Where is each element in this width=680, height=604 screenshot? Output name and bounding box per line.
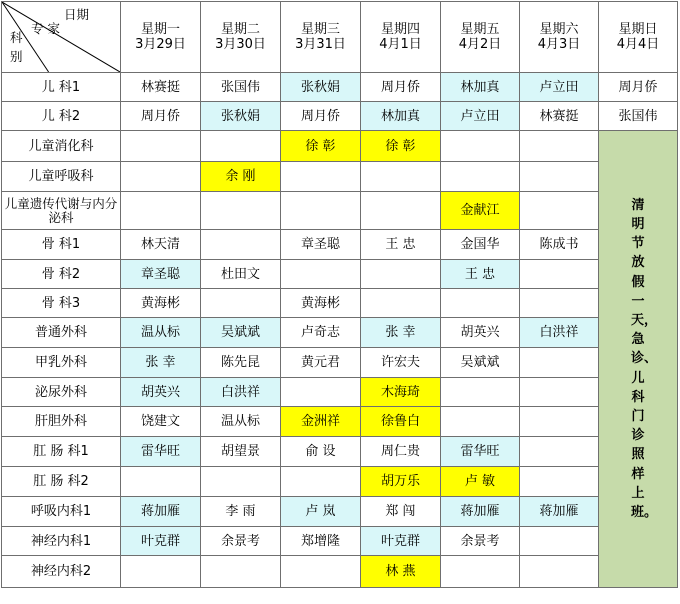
doctor-cell: 李 雨 [201, 497, 281, 527]
doctor-cell [281, 467, 361, 497]
day-header-cell [520, 2, 599, 73]
doctor-cell: 饶建文 [121, 407, 201, 437]
doctor-cell [281, 556, 361, 588]
weekday-label: 星期四 [380, 22, 420, 37]
schedule-row [2, 260, 678, 289]
doctor-cell: 温从标 [121, 318, 201, 348]
dept-axis-label-2: 别 [10, 49, 23, 64]
doctor-cell: 林加真 [361, 102, 441, 131]
doctor-cell [121, 556, 201, 588]
weekday-label: 星期一 [140, 22, 180, 37]
duty-schedule-table [1, 1, 678, 588]
day-header-cell [441, 2, 520, 73]
doctor-cell [520, 407, 599, 437]
department-cell: 神经内科1 [2, 527, 121, 556]
doctor-cell [281, 192, 361, 230]
department-cell: 骨 科2 [2, 260, 121, 289]
doctor-cell: 吴斌斌 [201, 318, 281, 348]
department-cell: 儿童呼吸科 [2, 162, 121, 192]
doctor-cell: 林加真 [441, 73, 520, 102]
department-cell: 甲乳外科 [2, 348, 121, 378]
doctor-cell: 周仁贵 [361, 437, 441, 467]
corner-header-cell [2, 2, 121, 73]
schedule-row [2, 467, 678, 497]
date-label: 3月30日 [215, 37, 266, 52]
doctor-cell: 吴斌斌 [441, 348, 520, 378]
doctor-cell: 林 燕 [361, 556, 441, 588]
schedule-row [2, 192, 678, 230]
doctor-cell [281, 378, 361, 407]
doctor-cell [441, 131, 520, 162]
doctor-cell [201, 556, 281, 588]
doctor-cell: 黄元君 [281, 348, 361, 378]
doctor-cell: 徐 彰 [281, 131, 361, 162]
doctor-cell: 周月侨 [599, 73, 678, 102]
schedule-row [2, 437, 678, 467]
doctor-cell [121, 467, 201, 497]
doctor-cell [201, 289, 281, 318]
schedule-row [2, 318, 678, 348]
weekday-label: 星期六 [539, 22, 579, 37]
doctor-cell: 卢 岚 [281, 497, 361, 527]
day-header-cell [281, 2, 361, 73]
doctor-cell: 林天清 [121, 230, 201, 260]
doctor-cell: 俞 设 [281, 437, 361, 467]
doctor-cell [361, 260, 441, 289]
doctor-cell: 胡英兴 [121, 378, 201, 407]
doctor-cell: 金国华 [441, 230, 520, 260]
department-cell: 儿 科1 [2, 73, 121, 102]
doctor-cell: 蒋加雁 [121, 497, 201, 527]
doctor-cell [441, 407, 520, 437]
doctor-cell: 蒋加雁 [441, 497, 520, 527]
doctor-cell [121, 162, 201, 192]
doctor-cell [201, 230, 281, 260]
day-header-cell [201, 2, 281, 73]
doctor-cell: 郑增隆 [281, 527, 361, 556]
doctor-cell: 张秋娟 [281, 73, 361, 102]
doctor-cell: 周月侨 [281, 102, 361, 131]
doctor-cell [201, 131, 281, 162]
doctor-cell: 蒋加雁 [520, 497, 599, 527]
day-header-cell [599, 2, 678, 73]
date-label: 4月2日 [458, 37, 502, 52]
doctor-cell: 王 忠 [361, 230, 441, 260]
doctor-cell: 张秋娟 [201, 102, 281, 131]
doctor-cell [520, 378, 599, 407]
doctor-cell [520, 556, 599, 588]
doctor-cell: 卢立田 [520, 73, 599, 102]
doctor-cell [361, 289, 441, 318]
doctor-cell: 王 忠 [441, 260, 520, 289]
department-cell: 泌尿外科 [2, 378, 121, 407]
department-cell: 骨 科1 [2, 230, 121, 260]
date-label: 3月31日 [295, 37, 346, 52]
doctor-cell [520, 527, 599, 556]
doctor-cell [121, 131, 201, 162]
doctor-cell: 余 刚 [201, 162, 281, 192]
doctor-cell [520, 289, 599, 318]
department-cell: 神经内科2 [2, 556, 121, 588]
doctor-cell: 张 幸 [361, 318, 441, 348]
date-label: 4月1日 [379, 37, 422, 52]
doctor-cell [361, 192, 441, 230]
schedule-row [2, 102, 678, 131]
schedule-row [2, 348, 678, 378]
doctor-cell: 张国伟 [599, 102, 678, 131]
doctor-cell: 林赛挺 [121, 73, 201, 102]
doctor-cell [520, 162, 599, 192]
doctor-cell: 陈先昆 [201, 348, 281, 378]
doctor-cell: 陈成书 [520, 230, 599, 260]
department-cell: 儿童遗传代谢与内分泌科 [2, 192, 121, 230]
doctor-cell [441, 162, 520, 192]
weekday-label: 星期二 [220, 22, 260, 37]
doctor-cell [520, 131, 599, 162]
doctor-cell [361, 162, 441, 192]
doctor-cell: 温从标 [201, 407, 281, 437]
department-cell: 普通外科 [2, 318, 121, 348]
weekday-label: 星期五 [460, 22, 500, 37]
doctor-cell: 郑 闯 [361, 497, 441, 527]
doctor-cell: 金献江 [441, 192, 520, 230]
holiday-notice-text: 清明节放假一天，急诊、儿科门诊照样上班。 [631, 197, 658, 521]
doctor-cell [520, 437, 599, 467]
weekday-label: 星期三 [300, 22, 340, 37]
schedule-row [2, 556, 678, 588]
date-label: 3月29日 [135, 37, 186, 52]
department-cell: 骨 科3 [2, 289, 121, 318]
schedule-row [2, 497, 678, 527]
dept-axis-label-1: 科 [10, 30, 23, 45]
doctor-cell: 张国伟 [201, 73, 281, 102]
doctor-cell: 周月侨 [121, 102, 201, 131]
department-cell: 呼吸内科1 [2, 497, 121, 527]
doctor-cell: 胡英兴 [441, 318, 520, 348]
doctor-cell: 胡望景 [201, 437, 281, 467]
doctor-cell: 章圣聪 [281, 230, 361, 260]
date-label: 4月4日 [616, 37, 660, 52]
day-header-cell [361, 2, 441, 73]
expert-axis-label: 专 家 [31, 21, 60, 36]
doctor-cell: 黄海彬 [121, 289, 201, 318]
doctor-cell: 白洪祥 [520, 318, 599, 348]
schedule-row [2, 407, 678, 437]
department-cell: 肛 肠 科1 [2, 437, 121, 467]
doctor-cell: 卢奇志 [281, 318, 361, 348]
doctor-cell: 叶克群 [121, 527, 201, 556]
department-cell: 肝胆外科 [2, 407, 121, 437]
doctor-cell: 胡万乐 [361, 467, 441, 497]
day-header-cell [121, 2, 201, 73]
doctor-cell: 白洪祥 [201, 378, 281, 407]
schedule-row [2, 527, 678, 556]
doctor-cell: 金洲祥 [281, 407, 361, 437]
schedule-row [2, 230, 678, 260]
holiday-notice-cell [599, 131, 678, 588]
schedule-row [2, 131, 678, 162]
schedule-row [2, 73, 678, 102]
doctor-cell [520, 348, 599, 378]
doctor-cell: 张 幸 [121, 348, 201, 378]
doctor-cell [281, 260, 361, 289]
doctor-cell [441, 378, 520, 407]
doctor-cell [201, 192, 281, 230]
doctor-cell [520, 260, 599, 289]
date-axis-label: 日期 [64, 7, 90, 22]
date-label: 4月3日 [537, 37, 581, 52]
department-cell: 肛 肠 科2 [2, 467, 121, 497]
doctor-cell: 雷华旺 [441, 437, 520, 467]
doctor-cell [201, 467, 281, 497]
doctor-cell [121, 192, 201, 230]
doctor-cell: 许宏夫 [361, 348, 441, 378]
doctor-cell: 雷华旺 [121, 437, 201, 467]
schedule-row [2, 162, 678, 192]
doctor-cell [281, 162, 361, 192]
doctor-cell: 林赛挺 [520, 102, 599, 131]
doctor-cell: 黄海彬 [281, 289, 361, 318]
doctor-cell: 卢 敏 [441, 467, 520, 497]
schedule-row [2, 289, 678, 318]
doctor-cell: 木海琦 [361, 378, 441, 407]
doctor-cell: 徐鲁白 [361, 407, 441, 437]
doctor-cell: 周月侨 [361, 73, 441, 102]
doctor-cell: 杜田文 [201, 260, 281, 289]
doctor-cell: 徐 彰 [361, 131, 441, 162]
doctor-cell: 余景考 [201, 527, 281, 556]
header-row [2, 2, 678, 73]
doctor-cell: 卢立田 [441, 102, 520, 131]
schedule-row [2, 378, 678, 407]
doctor-cell: 章圣聪 [121, 260, 201, 289]
department-cell: 儿童消化科 [2, 131, 121, 162]
department-cell: 儿 科2 [2, 102, 121, 131]
doctor-cell: 叶克群 [361, 527, 441, 556]
doctor-cell [441, 289, 520, 318]
doctor-cell: 余景考 [441, 527, 520, 556]
doctor-cell [441, 556, 520, 588]
doctor-cell [520, 192, 599, 230]
weekday-label: 星期日 [618, 22, 658, 37]
doctor-cell [520, 467, 599, 497]
